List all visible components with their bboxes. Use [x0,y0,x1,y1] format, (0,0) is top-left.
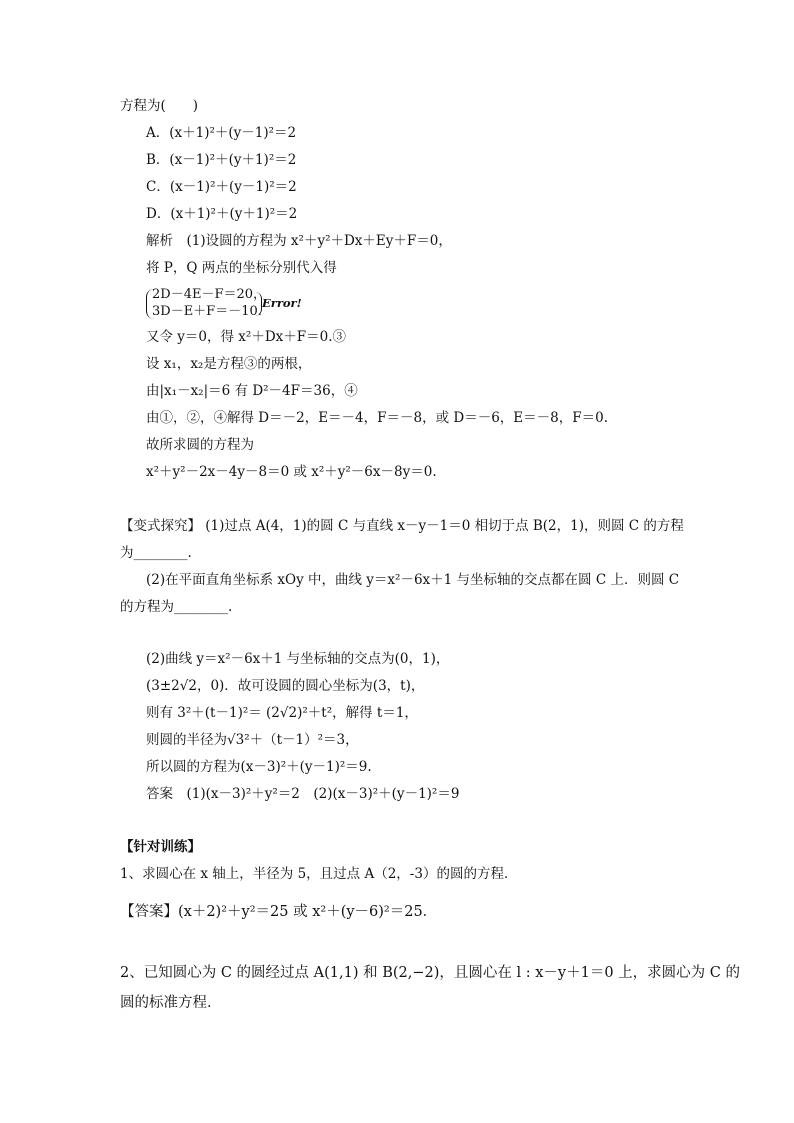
solution-line: x²＋y²－2x－4y－8＝0 或 x²＋y²－6x－8y＝0. [146,464,437,480]
question-stem-tail: 方程为( ) [120,98,199,114]
solution-line: 由①，②，④解得 D＝－2，E＝－4，F＝－8，或 D＝－6，E＝－8，F＝0. [146,410,608,426]
variant-question-2: (2)在平面直角坐标系 xOy 中，曲线 y＝x²－6x＋1 与坐标轴的交点都在圆 C 上．则圆 C [146,572,680,588]
variant-question-1-cont: 为________. [120,545,192,561]
equation-row-1: 2D－4E－F＝20， [152,287,267,302]
answer-line: 答案 (1)(x－3)²＋y²＝2 (2)(x－3)²＋(y－1)²＝9 [146,786,460,802]
exercise-2: 2、已知圆心为 C 的圆经过点 A(1,1) 和 B(2,−2)，且圆心在 l : x－y＋1＝0 上，求圆心为 C 的 [120,965,740,981]
exercise-1: 1、求圆心在 x 轴上，半径为 5，且过点 A（2，-3）的圆的方程． [120,866,518,882]
solution-line: 由|x₁－x₂|＝6 有 D²－4F＝36，④ [146,383,358,399]
solution-line: (3±2√2，0)．故可设圆的圆心坐标为(3，t)， [146,678,425,694]
variant-question-2-cont: 的方程为________. [120,599,233,615]
solution-line: 则圆的半径为√3²＋（t－1）²＝3， [146,732,359,748]
exercise-1-answer: 【答案】(x＋2)²＋y²＝25 或 x²＋(y－6)²＝25． [120,904,438,920]
solution-line: 将 P，Q 两点的坐标分别代入得 [146,260,337,276]
solution-line: 所以圆的方程为(x－3)²＋(y－1)²＝9. [146,759,372,775]
exercise-2-cont: 圆的标准方程． [120,995,222,1011]
solution-line: 设 x₁，x₂是方程③的两根， [146,356,312,372]
system-right-brace [255,292,262,316]
option-a: A．(x＋1)²＋(y－1)²＝2 [146,125,297,141]
option-c: C．(x－1)²＋(y－1)²＝2 [146,179,297,195]
option-d: D．(x＋1)²＋(y＋1)²＝2 [146,206,298,222]
option-b: B．(x－1)²＋(y＋1)²＝2 [146,152,297,168]
solution-line: 则有 3²＋(t－1)²＝ (2√2)²＋t²，解得 t＝1， [146,705,418,721]
equation-row-2: 3D－E＋F＝－10. [152,304,262,319]
solution-line: 故所求圆的方程为 [146,437,254,453]
error-text: Error! [262,296,302,310]
variant-question-1: 【变式探究】 (1)过点 A(4，1)的圆 C 与直线 x－y－1＝0 相切于点 B(2，1)，则圆 C 的方程 [120,518,684,534]
solution-line: (2)曲线 y＝x²－6x＋1 与坐标轴的交点为(0，1)， [146,651,450,667]
solution-line: 解析 (1)设圆的方程为 x²＋y²＋Dx＋Ey＋F＝0， [146,233,452,249]
solution-line: 又令 y＝0，得 x²＋Dx＋F＝0.③ [146,329,347,345]
section-heading: 【针对训练】 [120,839,201,855]
